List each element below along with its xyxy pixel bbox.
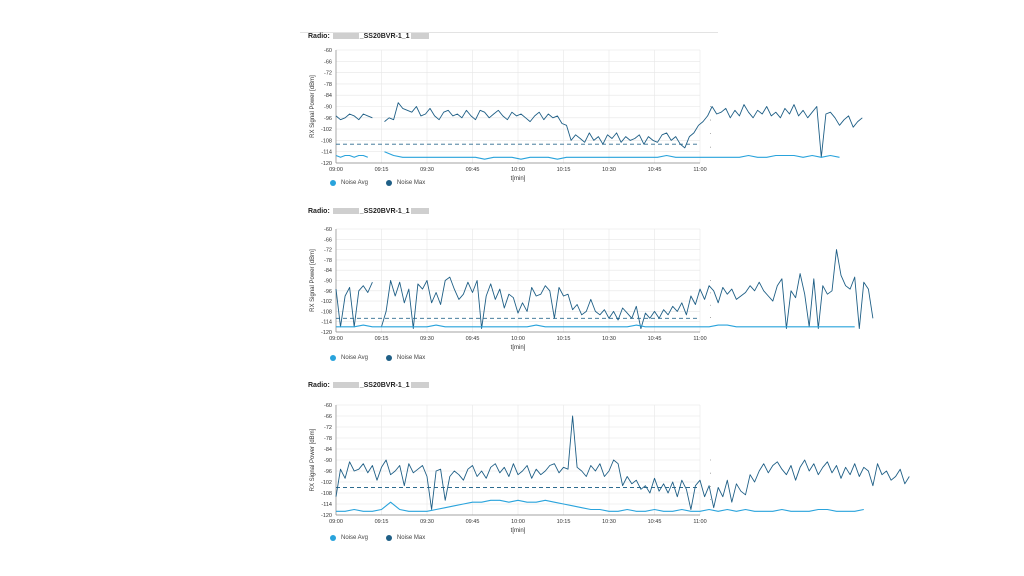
chart-1 bbox=[300, 42, 720, 187]
x-tick-label: 09:15 bbox=[374, 336, 389, 342]
chart-2 bbox=[300, 221, 720, 356]
y-tick-label: -96 bbox=[324, 288, 332, 295]
x-tick-label: 09:45 bbox=[465, 519, 480, 525]
y-tick-label: -90 bbox=[324, 104, 332, 111]
y-axis-title: RX Signal Power [dBm] bbox=[310, 249, 316, 312]
y-tick-label: -108 bbox=[320, 309, 332, 316]
y-tick-label: -114 bbox=[321, 319, 332, 326]
radio-label-suffix: _SS20BVR-1_1 bbox=[359, 382, 410, 389]
x-tick-label: 10:30 bbox=[602, 336, 616, 342]
y-tick-label: -114 bbox=[321, 502, 332, 508]
redacted-block bbox=[411, 33, 429, 39]
y-tick-label: -78 bbox=[324, 436, 332, 442]
y-tick-label: -102 bbox=[320, 127, 332, 134]
y-tick-label: -90 bbox=[324, 278, 332, 285]
legend bbox=[330, 535, 425, 541]
y-tick-label: -108 bbox=[320, 491, 332, 497]
x-tick-label: 10:30 bbox=[602, 519, 616, 525]
y-tick-label: -102 bbox=[320, 480, 332, 486]
legend-swatch-noise-max bbox=[386, 535, 392, 541]
legend-label: Noise Avg bbox=[341, 355, 368, 361]
y-tick-label: -60 bbox=[324, 403, 332, 409]
y-tick-label: -96 bbox=[324, 115, 332, 122]
y-axis-title: RX Signal Power [dBm] bbox=[310, 428, 316, 492]
x-tick-label: 09:45 bbox=[465, 336, 480, 342]
x-tick-label: 11:00 bbox=[693, 336, 707, 342]
legend-swatch-noise-avg bbox=[330, 180, 336, 186]
radio-label-prefix: Radio: bbox=[308, 208, 330, 215]
x-tick-label: 10:15 bbox=[556, 519, 571, 525]
y-tick-label: -60 bbox=[324, 48, 332, 54]
redacted-block bbox=[333, 33, 359, 39]
redacted-block bbox=[333, 382, 359, 388]
legend-label: Noise Max bbox=[396, 535, 426, 541]
x-tick-label: 10:45 bbox=[647, 336, 662, 342]
legend-item-noise-max[interactable] bbox=[386, 180, 425, 186]
legend-item-noise-avg[interactable] bbox=[330, 535, 368, 541]
x-tick-label: 10:00 bbox=[511, 167, 525, 173]
y-tick-label: -66 bbox=[324, 59, 332, 66]
legend-label: Noise Max bbox=[396, 355, 426, 361]
y-tick-label: -78 bbox=[324, 257, 332, 264]
y-tick-label: -72 bbox=[324, 425, 332, 431]
y-tick-label: -60 bbox=[324, 227, 332, 233]
legend-label: Noise Avg bbox=[341, 535, 368, 541]
y-tick-label: -84 bbox=[324, 93, 332, 100]
x-tick-label: 09:00 bbox=[329, 167, 343, 173]
redacted-block bbox=[333, 208, 359, 214]
y-tick-label: -120 bbox=[320, 330, 332, 336]
series-line-noise-avg bbox=[385, 152, 840, 160]
y-tick-label: -120 bbox=[320, 161, 332, 167]
x-tick-label: 11:00 bbox=[693, 167, 707, 173]
y-tick-label: -66 bbox=[324, 414, 332, 420]
x-axis-title: t[min] bbox=[510, 528, 526, 534]
series-line-noise-max bbox=[336, 282, 372, 327]
x-tick-label: 09:30 bbox=[420, 519, 434, 525]
legend-label: Noise Avg bbox=[341, 180, 368, 186]
x-tick-label: 10:30 bbox=[602, 167, 616, 173]
y-tick-label: -102 bbox=[320, 299, 332, 306]
x-tick-label: 10:15 bbox=[556, 167, 571, 173]
x-tick-label: 10:45 bbox=[647, 519, 662, 525]
series-line-noise-max bbox=[385, 103, 863, 158]
legend-label: Noise Max bbox=[396, 180, 426, 186]
series-line-noise-max bbox=[336, 416, 909, 510]
x-tick-label: 09:15 bbox=[374, 519, 389, 525]
series-line-noise-avg bbox=[336, 156, 368, 158]
x-tick-label: 10:15 bbox=[556, 336, 571, 342]
legend-swatch-noise-max bbox=[386, 180, 392, 186]
x-tick-label: 09:00 bbox=[329, 336, 343, 342]
legend-item-noise-avg[interactable] bbox=[330, 355, 368, 361]
y-tick-label: -108 bbox=[320, 138, 332, 145]
series-line-noise-max bbox=[382, 250, 873, 329]
chart-panel-3 bbox=[300, 381, 720, 546]
y-tick-label: -84 bbox=[324, 447, 332, 453]
y-tick-label: -96 bbox=[324, 469, 332, 475]
chart-panel-2 bbox=[300, 207, 720, 367]
x-tick-label: 10:00 bbox=[511, 519, 525, 525]
legend-swatch-noise-avg bbox=[330, 535, 336, 541]
legend bbox=[330, 355, 425, 361]
y-tick-label: -90 bbox=[324, 458, 332, 464]
y-tick-label: -72 bbox=[324, 247, 332, 254]
y-tick-label: -72 bbox=[324, 70, 332, 77]
radio-label-suffix: _SS20BVR-1_1 bbox=[359, 33, 410, 40]
x-tick-label: 09:45 bbox=[465, 167, 480, 173]
x-axis-title: t[min] bbox=[510, 345, 526, 351]
radio-label-suffix: _SS20BVR-1_1 bbox=[359, 208, 410, 215]
y-tick-label: -120 bbox=[320, 513, 332, 519]
radio-label bbox=[308, 33, 430, 40]
legend-item-noise-max[interactable] bbox=[386, 535, 425, 541]
y-tick-label: -114 bbox=[321, 149, 332, 156]
y-tick-label: -84 bbox=[324, 268, 332, 275]
series-line-noise-max bbox=[336, 114, 372, 120]
y-axis-title: RX Signal Power [dBm] bbox=[310, 75, 316, 138]
radio-label-prefix: Radio: bbox=[308, 382, 330, 389]
legend-swatch-noise-avg bbox=[330, 355, 336, 361]
chart-panel-1 bbox=[300, 32, 720, 192]
x-tick-label: 09:00 bbox=[329, 519, 343, 525]
radio-label bbox=[308, 382, 430, 389]
x-tick-label: 09:30 bbox=[420, 336, 434, 342]
x-tick-label: 11:00 bbox=[693, 519, 707, 525]
redacted-block bbox=[411, 208, 429, 214]
y-tick-label: -78 bbox=[324, 81, 332, 88]
redacted-block bbox=[411, 382, 429, 388]
legend-swatch-noise-max bbox=[386, 355, 392, 361]
x-tick-label: 10:00 bbox=[511, 336, 525, 342]
legend bbox=[330, 180, 425, 186]
y-tick-label: -66 bbox=[324, 237, 332, 244]
x-axis-title: t[min] bbox=[510, 176, 526, 182]
legend-item-noise-avg[interactable] bbox=[330, 180, 368, 186]
chart-3 bbox=[300, 397, 720, 539]
radio-label-prefix: Radio: bbox=[308, 33, 330, 40]
x-tick-label: 10:45 bbox=[647, 167, 662, 173]
x-tick-label: 09:15 bbox=[374, 167, 389, 173]
series-line-noise-avg bbox=[336, 500, 864, 511]
legend-item-noise-max[interactable] bbox=[386, 355, 425, 361]
x-tick-label: 09:30 bbox=[420, 167, 434, 173]
radio-label bbox=[308, 208, 430, 215]
